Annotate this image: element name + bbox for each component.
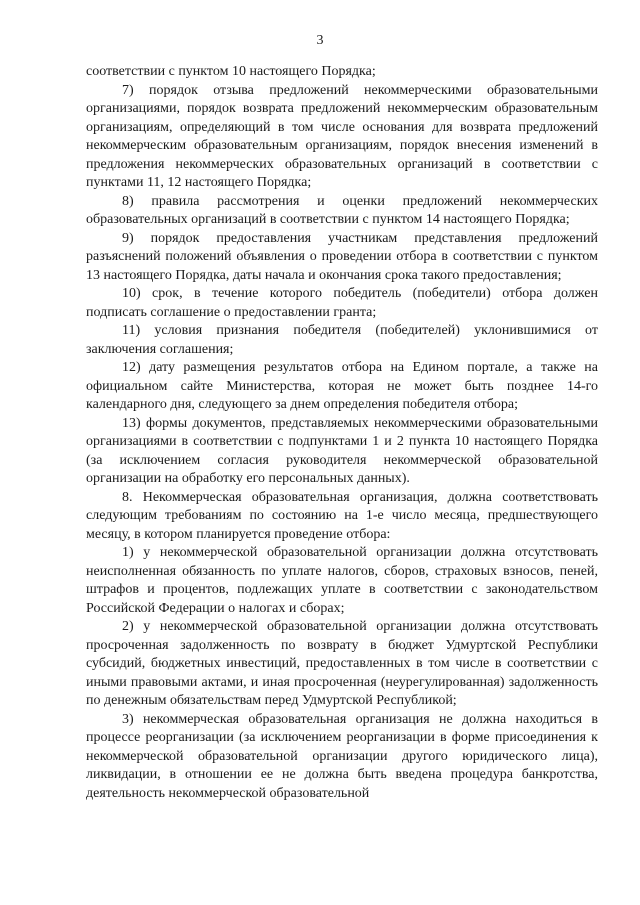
paragraph-requirement-3: 3) некоммерческая образовательная организация не должна находиться в процессе реорганизации (за исключением реорганизации в форме присоединения к некоммерческой образовательной организации другого юридического лица), ликвидации, в отношении ее не должна быть введена процедура банкротства, деятельность некоммерческой образовательной bbox=[86, 711, 598, 801]
paragraph-item-11: 11) условия признания победителя (победителей) уклонившимися от заключения соглашения; bbox=[86, 323, 598, 357]
document-body bbox=[86, 63, 598, 803]
page-number: 3 bbox=[316, 33, 324, 48]
paragraph-item-13: 13) формы документов, представляемых некоммерческими образовательными организациями в соответствии с подпунктами 1 и 2 пункта 10 настоящего Порядка (за исключением согласия руководителя некоммерческой образовательной организации на обработку его персональных данных). bbox=[86, 415, 598, 486]
paragraph-item-9: 9) порядок предоставления участникам представления предложений разъяснений положений объявления о проведении отбора в соответствии с пунктом 13 настоящего Порядка, даты начала и окончания срока такого предоставления; bbox=[86, 230, 598, 283]
paragraph-continuation: соответствии с пунктом 10 настоящего Порядка; bbox=[86, 64, 376, 79]
paragraph-item-7: 7) порядок отзыва предложений некоммерческими образовательными организациями, порядок возврата предложений некоммерческим образовательным организациям, определяющий в том числе основания для возврата предложений некоммерческим образовательным организациям, порядок внесения изменений в предложения некоммерческих образовательных организаций в соответствии с пунктами 11, 12 настоящего Порядка; bbox=[86, 82, 598, 190]
paragraph-section-8: 8. Некоммерческая образовательная организация, должна соответствовать следующим требованиям по состоянию на 1-е число месяца, предшествующего месяцу, в котором планируется проведение отбора: bbox=[86, 489, 598, 542]
paragraph-requirement-2: 2) у некоммерческой образовательной организации должна отсутствовать просроченная задолженность по возврату в бюджет Удмуртской Республики субсидий, бюджетных инвестиций, предоставленных в том числе в соответствии с иными правовыми актами, и иная просроченная (неурегулированная) задолженность по денежным обязательствам перед Удмуртской Республикой; bbox=[86, 619, 598, 708]
paragraph-item-8: 8) правила рассмотрения и оценки предложений некоммерческих образовательных организаций в соответствии с пунктом 14 настоящего Порядка; bbox=[86, 193, 598, 227]
paragraph-item-10: 10) срок, в течение которого победитель (победители) отбора должен подписать соглашение о предоставлении гранта; bbox=[86, 286, 598, 320]
paragraph-requirement-1: 1) у некоммерческой образовательной организации должна отсутствовать неисполненная обязанность по уплате налогов, сборов, страховых взносов, пеней, штрафов и процентов, подлежащих уплате в соответствии с законодательством Российской Федерации о налогах и сборах; bbox=[86, 545, 598, 616]
paragraph-item-12: 12) дату размещения результатов отбора на Едином портале, а также на официальном сайте Министерства, которая не может быть позднее 14-го календарного дня, следующего за днем определения победителя отбора; bbox=[86, 360, 598, 412]
